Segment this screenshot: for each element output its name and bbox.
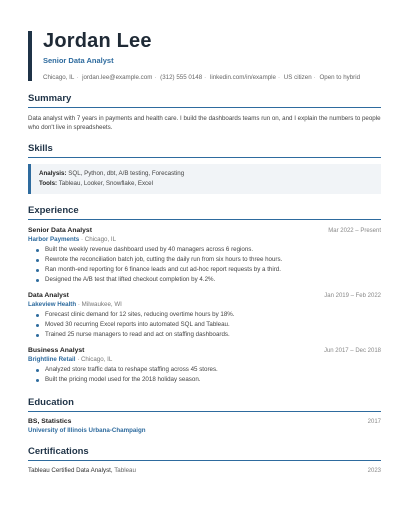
contact-work-preference: Open to hybrid	[319, 74, 361, 81]
job-dates: Jan 2019 – Feb 2022	[324, 293, 381, 299]
job-location: · Chicago, IL	[80, 236, 117, 243]
job-entry	[28, 292, 381, 340]
job-location: · Milwaukee, WI	[77, 301, 122, 308]
job-bullet: Built the pricing model used for the 2018 holiday season.	[36, 375, 381, 385]
skill-label: Analysis:	[39, 170, 67, 177]
certification-issuer: Tableau	[114, 467, 136, 474]
skills-heading: Skills	[28, 143, 381, 158]
job-company: Lakeview Health	[28, 301, 77, 308]
job-bullet: Built the weekly revenue dashboard used by 40 managers across 6 regions.	[36, 245, 381, 255]
education-school: University of Illinois Urbana-Champaign	[28, 427, 146, 434]
job-dates: Jun 2017 – Dec 2018	[323, 348, 381, 354]
certifications-heading: Certifications	[28, 446, 381, 461]
skills-box	[28, 164, 381, 194]
job-bullets	[28, 245, 381, 285]
candidate-name: Jordan Lee	[43, 30, 152, 52]
summary-section	[28, 93, 381, 132]
job-title: Business Analyst	[28, 347, 85, 354]
job-entry	[28, 347, 381, 385]
contact-line: Chicago, IL · jordan.lee@example.com · (312) 555 0148 · linkedin.com/in/example · US citizen · Open to hybrid	[43, 74, 361, 81]
job-employer	[28, 236, 381, 243]
job-company: Brightline Retail	[28, 356, 76, 363]
header-accent-bar	[28, 31, 32, 81]
job-bullet: Ran month-end reporting for 6 finance leads and cut ad-hoc report requests by a third.	[36, 265, 381, 275]
job-entry	[28, 227, 381, 285]
certification-title: Tableau Certified Data Analyst,	[28, 467, 113, 474]
summary-heading: Summary	[28, 93, 381, 108]
education-section	[28, 397, 381, 434]
experience-heading: Experience	[28, 205, 381, 220]
job-bullet: Designed the A/B test that lifted checkout completion by 4.2%.	[36, 275, 381, 285]
job-location: · Chicago, IL	[77, 356, 113, 363]
education-heading: Education	[28, 397, 381, 412]
job-bullets	[28, 365, 381, 385]
certification-year: 2023	[367, 468, 381, 474]
skill-line-analysis	[39, 169, 373, 179]
job-title: Senior Data Analyst	[28, 227, 92, 234]
education-year: 2017	[367, 419, 381, 425]
contact-citizenship: US citizen	[283, 74, 312, 81]
skill-line-tools	[39, 179, 373, 189]
skill-value: Tableau, Looker, Snowflake, Excel	[58, 180, 153, 187]
skill-value: SQL, Python, dbt, A/B testing, Forecasting	[68, 170, 185, 177]
summary-text: Data analyst with 7 years in payments and health care. I build the dashboards teams run on, and I explain the numbers to people who don't live in spreadsheets.	[28, 115, 381, 131]
contact-linkedin[interactable]: linkedin.com/in/example	[209, 74, 276, 81]
job-employer	[28, 301, 381, 308]
skills-section	[28, 143, 381, 194]
job-bullet: Forecast clinic demand for 12 sites, reducing overtime hours by 18%.	[36, 310, 381, 320]
certification-name	[28, 467, 136, 474]
job-dates: Mar 2022 – Present	[328, 228, 381, 234]
contact-location: Chicago, IL	[43, 74, 75, 81]
job-title: Data Analyst	[28, 292, 69, 299]
job-bullet: Analyzed store traffic data to reshape staffing across 45 stores.	[36, 365, 381, 375]
job-bullet: Moved 30 recurring Excel reports into automated SQL and Tableau.	[36, 320, 381, 330]
job-employer	[28, 356, 381, 363]
candidate-title: Senior Data Analyst	[43, 56, 114, 65]
experience-section	[28, 205, 381, 385]
job-bullet: Trained 25 nurse managers to read and act on staffing dashboards.	[36, 330, 381, 340]
certifications-section	[28, 446, 381, 474]
skill-label: Tools:	[39, 180, 58, 187]
resume-header	[28, 0, 381, 79]
contact-phone: (312) 555 0148	[160, 74, 203, 81]
education-degree: BS, Statistics	[28, 418, 72, 425]
job-bullets	[28, 310, 381, 340]
contact-email[interactable]: jordan.lee@example.com	[82, 74, 153, 81]
job-bullet: Rewrote the reconciliation batch job, cutting the daily run from six hours to three hours.	[36, 255, 381, 265]
job-company: Harbor Payments	[28, 236, 80, 243]
